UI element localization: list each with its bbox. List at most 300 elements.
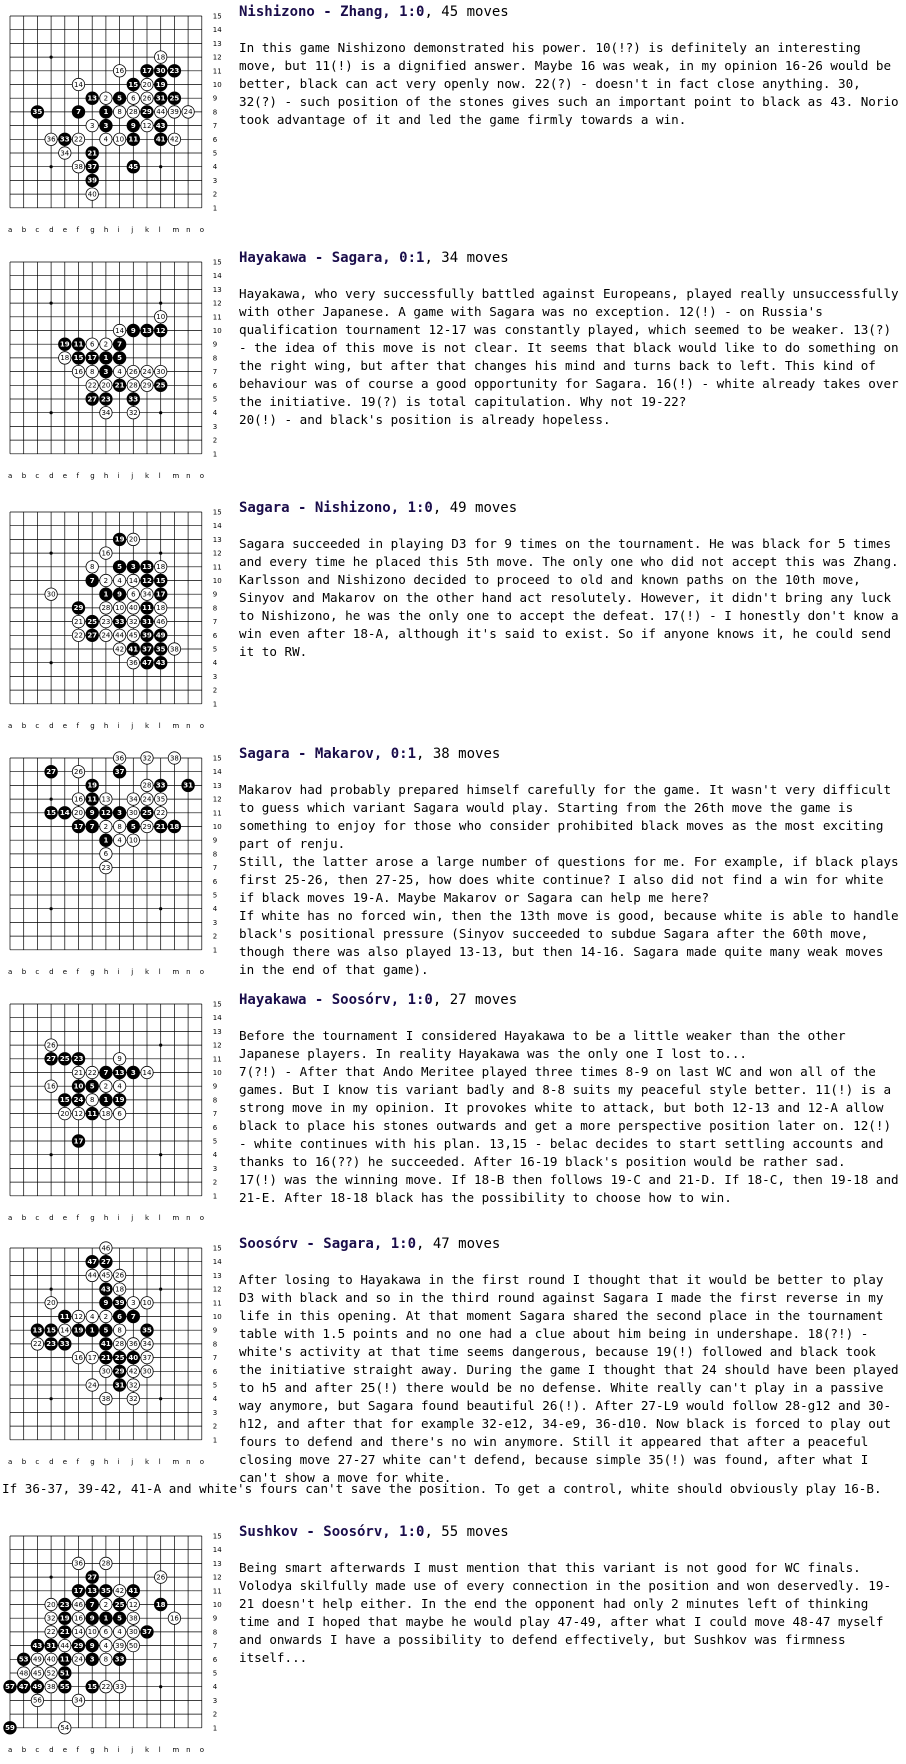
move-number: 22 [87,1068,97,1077]
column-label: a [8,225,13,234]
move-number: 15 [59,1096,70,1105]
row-label: 1 [212,204,218,213]
move-number: 11 [128,135,139,144]
column-label: c [35,721,40,730]
renju-board [0,1236,230,1476]
column-label: i [117,967,120,976]
move-number: 23 [101,395,111,404]
move-number: 24 [74,1655,83,1664]
move-number: 9 [117,1055,122,1064]
move-number: 34 [60,149,70,158]
move-number: 27 [101,1258,111,1266]
move-number: 9 [89,1614,95,1623]
move-number: 42 [115,1587,125,1596]
star-point [50,1397,53,1400]
move-number: 15 [46,1326,56,1335]
column-label: i [117,225,120,234]
column-label: h [103,1745,109,1754]
column-label: j [131,1457,134,1466]
game-heading [239,992,902,1009]
renju-board [0,4,230,244]
row-label: 8 [212,1340,218,1349]
row-label: 15 [212,258,222,267]
move-number: 5 [117,1614,123,1623]
row-label: 8 [212,604,218,613]
row-label: 10 [212,327,222,335]
star-point [159,302,162,305]
move-number: 1 [103,836,109,845]
move-number: 22 [87,381,97,390]
row-label: 5 [212,1669,218,1678]
column-label: b [21,721,27,730]
move-number: 33 [155,781,166,790]
row-label: 15 [212,754,222,763]
move-number: 52 [46,1669,56,1678]
row-label: 7 [212,368,218,377]
commentary-paragraph: Still, the latter arose a large number of questions for me. For example, if black plays first 25-26, then 27-25, how does white continue? I also did not find a win for white if black moves 19-A. Maybe Makarov or Sagara can help me here? [239,854,899,905]
move-number: 23 [46,1340,56,1349]
move-number: 15 [46,809,56,818]
column-label: f [76,721,79,730]
move-number: 46 [156,617,166,626]
row-label: 1 [212,946,218,955]
star-point [159,907,162,910]
move-number: 7 [130,1312,136,1321]
column-label: n [186,1213,191,1222]
column-label: n [186,1745,191,1754]
move-number: 3 [103,367,109,376]
move-number: 22 [101,1683,111,1691]
row-label: 9 [212,1614,218,1623]
move-number: 4 [117,836,122,845]
row-label: 4 [212,409,218,418]
move-number: 19 [59,1614,70,1623]
column-label: j [131,1745,134,1754]
move-number: 27 [87,1573,98,1582]
move-number: 2 [103,1312,109,1321]
column-label: l [158,1457,161,1466]
column-label: a [8,721,13,730]
move-number: 8 [117,822,122,831]
move-number: 33 [115,1683,125,1691]
game-commentary [227,246,902,429]
move-number: 33 [114,617,125,626]
move-number: 18 [156,563,166,572]
move-number: 14 [60,1326,70,1335]
move-number: 45 [101,1271,111,1280]
row-label: 14 [212,26,222,35]
move-number: 38 [169,754,179,763]
game-moves: , 55 moves [424,1524,509,1540]
row-label: 3 [212,1696,218,1705]
move-number: 32 [128,1381,138,1390]
game-heading [239,746,902,763]
column-label: f [76,967,79,976]
move-number: 42 [115,645,125,654]
move-number: 30 [156,367,166,376]
move-number: 26 [46,1041,56,1050]
row-label: 2 [212,190,218,199]
row-label: 9 [212,836,218,845]
move-number: 1 [103,1614,109,1623]
commentary-text [239,285,902,429]
renju-board [0,1524,230,1764]
row-label: 13 [212,1027,222,1036]
move-number: 55 [59,1683,70,1691]
move-number: 10 [115,604,125,613]
move-number: 16 [74,1614,83,1623]
move-number: 15 [87,1683,98,1691]
renju-board [0,992,230,1232]
row-label: 2 [212,436,218,445]
move-number: 30 [128,1628,138,1637]
column-label: l [158,967,161,976]
column-label: m [172,225,180,234]
move-number: 13 [114,1068,125,1077]
column-label: l [158,721,161,730]
commentary-paragraph: Makarov had probably prepared himself carefully for the game. It wasn't very difficult to guess which variant Sagara would play. Starting from the 26th move the game is something to enjoy for those who consider prohibited black moves as the most exciting part of renju. [239,782,892,851]
row-label: 4 [212,659,218,668]
move-number: 11 [87,1109,98,1118]
move-number: 2 [103,94,109,103]
move-number: 21 [114,381,125,390]
column-label: o [199,721,205,730]
move-number: 9 [89,809,95,818]
move-number: 16 [74,795,83,804]
star-point [50,661,53,664]
game-players: Sagara - Makarov, 0:1 [239,746,417,762]
game-moves: , 47 moves [416,1236,501,1252]
move-number: 11 [59,1655,70,1664]
row-label: 7 [212,1642,218,1651]
move-number: 18 [115,1285,125,1294]
column-label: b [21,471,27,480]
move-number: 27 [46,1055,56,1064]
move-number: 12 [128,1600,138,1609]
move-number: 19 [114,1096,125,1105]
move-number: 7 [76,108,81,117]
column-label: c [35,967,40,976]
move-number: 17 [87,354,98,363]
column-label: g [90,471,95,480]
column-label: e [62,471,68,480]
move-number: 30 [128,809,138,818]
row-label: 9 [212,1326,218,1335]
move-number: 23 [169,67,180,76]
row-label: 11 [212,313,222,322]
game-heading [239,1524,902,1541]
move-number: 20 [46,1299,56,1308]
move-number: 5 [117,563,123,572]
row-label: 5 [212,395,218,404]
move-number: 40 [46,1655,56,1664]
column-label: h [103,1457,109,1466]
move-number: 8 [117,108,122,117]
move-number: 45 [32,1669,42,1678]
row-label: 7 [212,618,218,627]
column-label: e [62,1745,68,1754]
move-number: 31 [142,617,152,626]
column-label: g [90,225,95,234]
move-number: 26 [128,367,138,376]
move-number: 18 [156,53,166,62]
row-label: 8 [212,354,218,363]
move-number: 30 [142,1367,152,1376]
move-number: 4 [103,135,109,144]
move-number: 3 [103,121,109,130]
move-number: 11 [142,604,152,613]
move-number: 39 [169,108,179,117]
column-label: n [186,1457,191,1466]
move-number: 5 [130,822,136,831]
move-number: 36 [46,135,56,144]
column-label: o [199,967,205,976]
game-block [0,496,906,742]
move-number: 21 [87,149,98,158]
move-number: 12 [142,576,152,585]
move-number: 18 [155,1600,166,1609]
move-number: 46 [74,1600,83,1609]
row-label: 5 [212,1137,218,1146]
move-number: 29 [142,381,152,390]
row-label: 13 [212,1559,222,1568]
move-number: 6 [117,1312,123,1321]
commentary-text [239,781,902,979]
move-number: 14 [142,1068,152,1077]
move-number: 34 [142,590,152,599]
move-number: 20 [46,1600,56,1609]
move-number: 26 [156,1573,166,1582]
move-number: 4 [103,1641,109,1650]
column-label: f [76,1745,79,1754]
star-point [159,411,162,414]
move-number: 37 [114,768,125,776]
column-label: j [131,225,134,234]
column-label: f [76,225,79,234]
row-label: 8 [212,1628,218,1637]
row-label: 8 [212,850,218,859]
move-number: 22 [74,631,83,640]
move-number: 39 [142,631,152,640]
move-number: 8 [117,1326,122,1335]
move-number: 10 [73,1082,84,1091]
move-number: 16 [169,1614,179,1623]
column-label: b [21,225,27,234]
move-number: 25 [87,617,98,626]
row-label: 2 [212,1178,218,1187]
column-label: m [172,967,180,976]
column-label: k [145,471,150,480]
move-number: 16 [46,1082,56,1091]
row-label: 11 [212,1055,222,1064]
move-number: 43 [155,659,166,667]
commentary-text [239,1027,902,1207]
column-label: m [172,1745,180,1754]
move-number: 3 [89,1655,95,1664]
column-label: k [145,1213,150,1222]
move-number: 7 [89,822,95,831]
move-number: 7 [117,340,123,349]
column-label: j [131,967,134,976]
move-number: 45 [128,631,138,640]
row-label: 15 [212,508,222,517]
game-moves: , 38 moves [416,746,501,762]
column-label: l [158,1745,161,1754]
move-number: 36 [128,659,138,667]
row-label: 6 [212,877,218,886]
move-number: 26 [115,1271,125,1280]
game-commentary [227,0,902,129]
game-commentary [227,742,902,979]
row-label: 3 [212,918,218,927]
move-number: 33 [59,1340,70,1349]
move-number: 1 [103,108,109,117]
move-number: 30 [46,590,56,599]
move-number: 39 [115,1641,125,1650]
game-commentary [227,496,902,661]
game-moves: , 45 moves [424,4,509,20]
commentary-text [239,39,902,129]
move-number: 17 [155,590,166,599]
move-number: 31 [183,781,193,790]
move-number: 41 [128,645,139,654]
move-number: 28 [128,381,138,390]
move-number: 1 [103,354,109,363]
move-number: 53 [18,1655,29,1664]
move-number: 21 [101,1353,111,1362]
row-label: 4 [212,163,218,172]
move-number: 27 [87,631,98,640]
column-label: n [186,721,191,730]
column-label: e [62,721,68,730]
move-number: 56 [32,1696,42,1705]
move-number: 41 [128,1587,139,1596]
row-label: 6 [212,631,218,640]
row-label: 7 [212,864,218,873]
column-label: c [35,1457,40,1466]
row-label: 7 [212,1354,218,1363]
row-label: 10 [212,1601,222,1609]
star-point [159,1397,162,1400]
row-label: 5 [212,891,218,900]
row-label: 9 [212,340,218,349]
move-number: 20 [101,381,111,390]
move-number: 4 [89,1312,95,1321]
column-label: a [8,1213,13,1222]
row-label: 4 [212,1151,218,1160]
move-number: 12 [155,326,166,335]
move-number: 23 [59,1600,70,1609]
move-number: 28 [101,1559,111,1568]
row-label: 3 [212,1408,218,1417]
move-number: 16 [74,1353,83,1362]
row-label: 10 [212,823,222,831]
row-label: 11 [212,563,222,572]
move-number: 32 [128,1395,138,1403]
column-label: i [117,1213,120,1222]
game-heading [239,4,902,21]
game-block [0,742,906,988]
move-number: 46 [101,1244,111,1253]
column-label: g [90,1213,95,1222]
renju-board [0,746,230,986]
move-number: 13 [87,1587,98,1596]
move-number: 24 [87,1381,97,1390]
column-label: d [49,1213,54,1222]
row-label: 6 [212,1367,218,1376]
column-label: h [103,225,109,234]
row-label: 8 [212,108,218,117]
move-number: 2 [103,1600,109,1609]
move-number: 25 [114,1353,125,1362]
move-number: 39 [114,1299,125,1308]
move-number: 38 [46,1683,56,1691]
move-number: 5 [117,354,123,363]
column-label: d [49,1457,54,1466]
row-label: 12 [212,1285,222,1294]
move-number: 42 [169,135,179,144]
move-number: 8 [89,563,95,572]
move-number: 29 [73,604,84,613]
move-number: 24 [142,367,152,376]
column-label: j [131,471,134,480]
game-heading [239,250,902,267]
row-label: 1 [212,1724,218,1733]
row-label: 15 [212,1532,222,1541]
column-label: c [35,1213,40,1222]
move-number: 26 [142,94,152,103]
move-number: 4 [117,1082,122,1091]
row-label: 14 [212,522,222,531]
row-label: 2 [212,932,218,941]
move-number: 24 [142,795,152,804]
row-label: 11 [212,1299,222,1308]
move-number: 14 [128,576,138,585]
column-label: b [21,1745,27,1754]
row-label: 13 [212,781,222,790]
row-label: 15 [212,1000,222,1009]
move-number: 34 [128,795,138,804]
game-block [0,988,906,1232]
move-number: 32 [128,409,138,417]
move-number: 3 [89,121,95,130]
column-label: o [199,1213,205,1222]
column-label: c [35,471,40,480]
move-number: 3 [131,1299,136,1308]
board-svg [0,4,230,244]
move-number: 7 [103,1068,109,1077]
move-number: 15 [73,354,84,363]
move-number: 37 [142,645,152,654]
move-number: 31 [114,1381,125,1390]
move-number: 38 [169,645,179,654]
move-number: 10 [87,1628,97,1637]
move-number: 36 [74,1559,83,1568]
star-point [50,1153,53,1156]
move-number: 28 [142,781,152,790]
move-number: 13 [142,326,152,335]
move-number: 21 [59,1628,70,1637]
row-label: 12 [212,549,222,558]
game-heading [239,500,902,517]
column-label: h [103,471,109,480]
row-label: 6 [212,135,218,144]
move-number: 16 [115,67,125,76]
move-number: 38 [74,163,83,171]
move-number: 30 [101,1367,111,1376]
move-number: 29 [142,822,152,831]
move-number: 3 [130,1068,136,1077]
